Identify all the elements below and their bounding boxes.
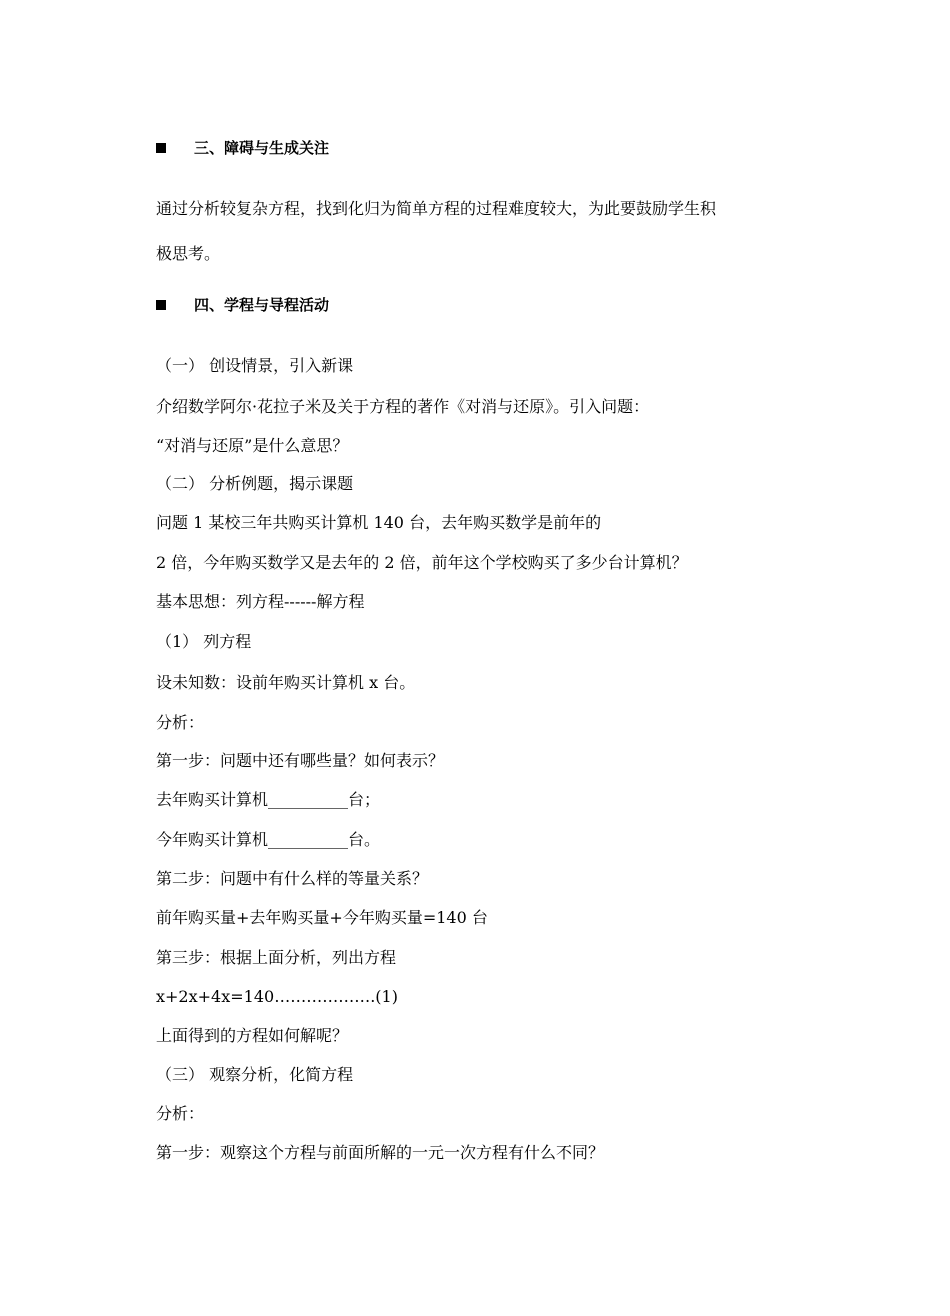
section-3-title: 三、障碍与生成关注 — [194, 139, 330, 157]
text-line: 前年购买量+去年购买量+今年购买量=140 台 — [156, 908, 488, 927]
section-3-paragraph-line-2: 极思考。 — [156, 244, 221, 263]
text-line: 问题 1 某校三年共购买计算机 140 台，去年购买数学是前年的 — [156, 513, 602, 532]
text-line: 今年购买计算机__________台。 — [156, 830, 381, 849]
text-line: （二） 分析例题，揭示课题 — [156, 474, 354, 493]
section-3-paragraph-line-1: 通过分析较复杂方程，找到化归为简单方程的过程难度较大，为此要鼓励学生积 — [156, 199, 717, 218]
text-line: 介绍数学阿尔·花拉子米及关于方程的著作《对消与还原》。引入问题： — [156, 397, 650, 416]
square-bullet-icon — [156, 143, 166, 153]
text-line: （一） 创设情景，引入新课 — [156, 356, 354, 375]
text-line: 2 倍，今年购买数学又是去年的 2 倍，前年这个学校购买了多少台计算机？ — [156, 553, 688, 572]
text-line: 设未知数：设前年购买计算机 x 台。 — [156, 673, 416, 692]
text-line: （1） 列方程 — [156, 632, 252, 651]
section-4-title: 四、学程与导程活动 — [194, 296, 330, 314]
square-bullet-icon — [156, 300, 166, 310]
text-line: 第一步：问题中还有哪些量？如何表示？ — [156, 751, 445, 770]
text-line: （三） 观察分析，化简方程 — [156, 1065, 354, 1084]
text-line: 第一步：观察这个方程与前面所解的一元一次方程有什么不同？ — [156, 1143, 605, 1162]
text-line: 分析： — [156, 713, 205, 732]
text-line: “对消与还原”是什么意思？ — [156, 436, 349, 455]
text-line: 第二步：问题中有什么样的等量关系？ — [156, 869, 429, 888]
text-line: 第三步：根据上面分析，列出方程 — [156, 948, 397, 967]
text-line: 去年购买计算机__________台； — [156, 790, 381, 809]
section-4-heading — [156, 295, 329, 315]
equation-line: x+2x+4x=140……………….(1) — [156, 987, 398, 1006]
section-3-heading — [156, 138, 329, 158]
text-line: 分析： — [156, 1104, 205, 1123]
text-line: 基本思想：列方程------解方程 — [156, 592, 365, 611]
text-line: 上面得到的方程如何解呢？ — [156, 1026, 349, 1045]
